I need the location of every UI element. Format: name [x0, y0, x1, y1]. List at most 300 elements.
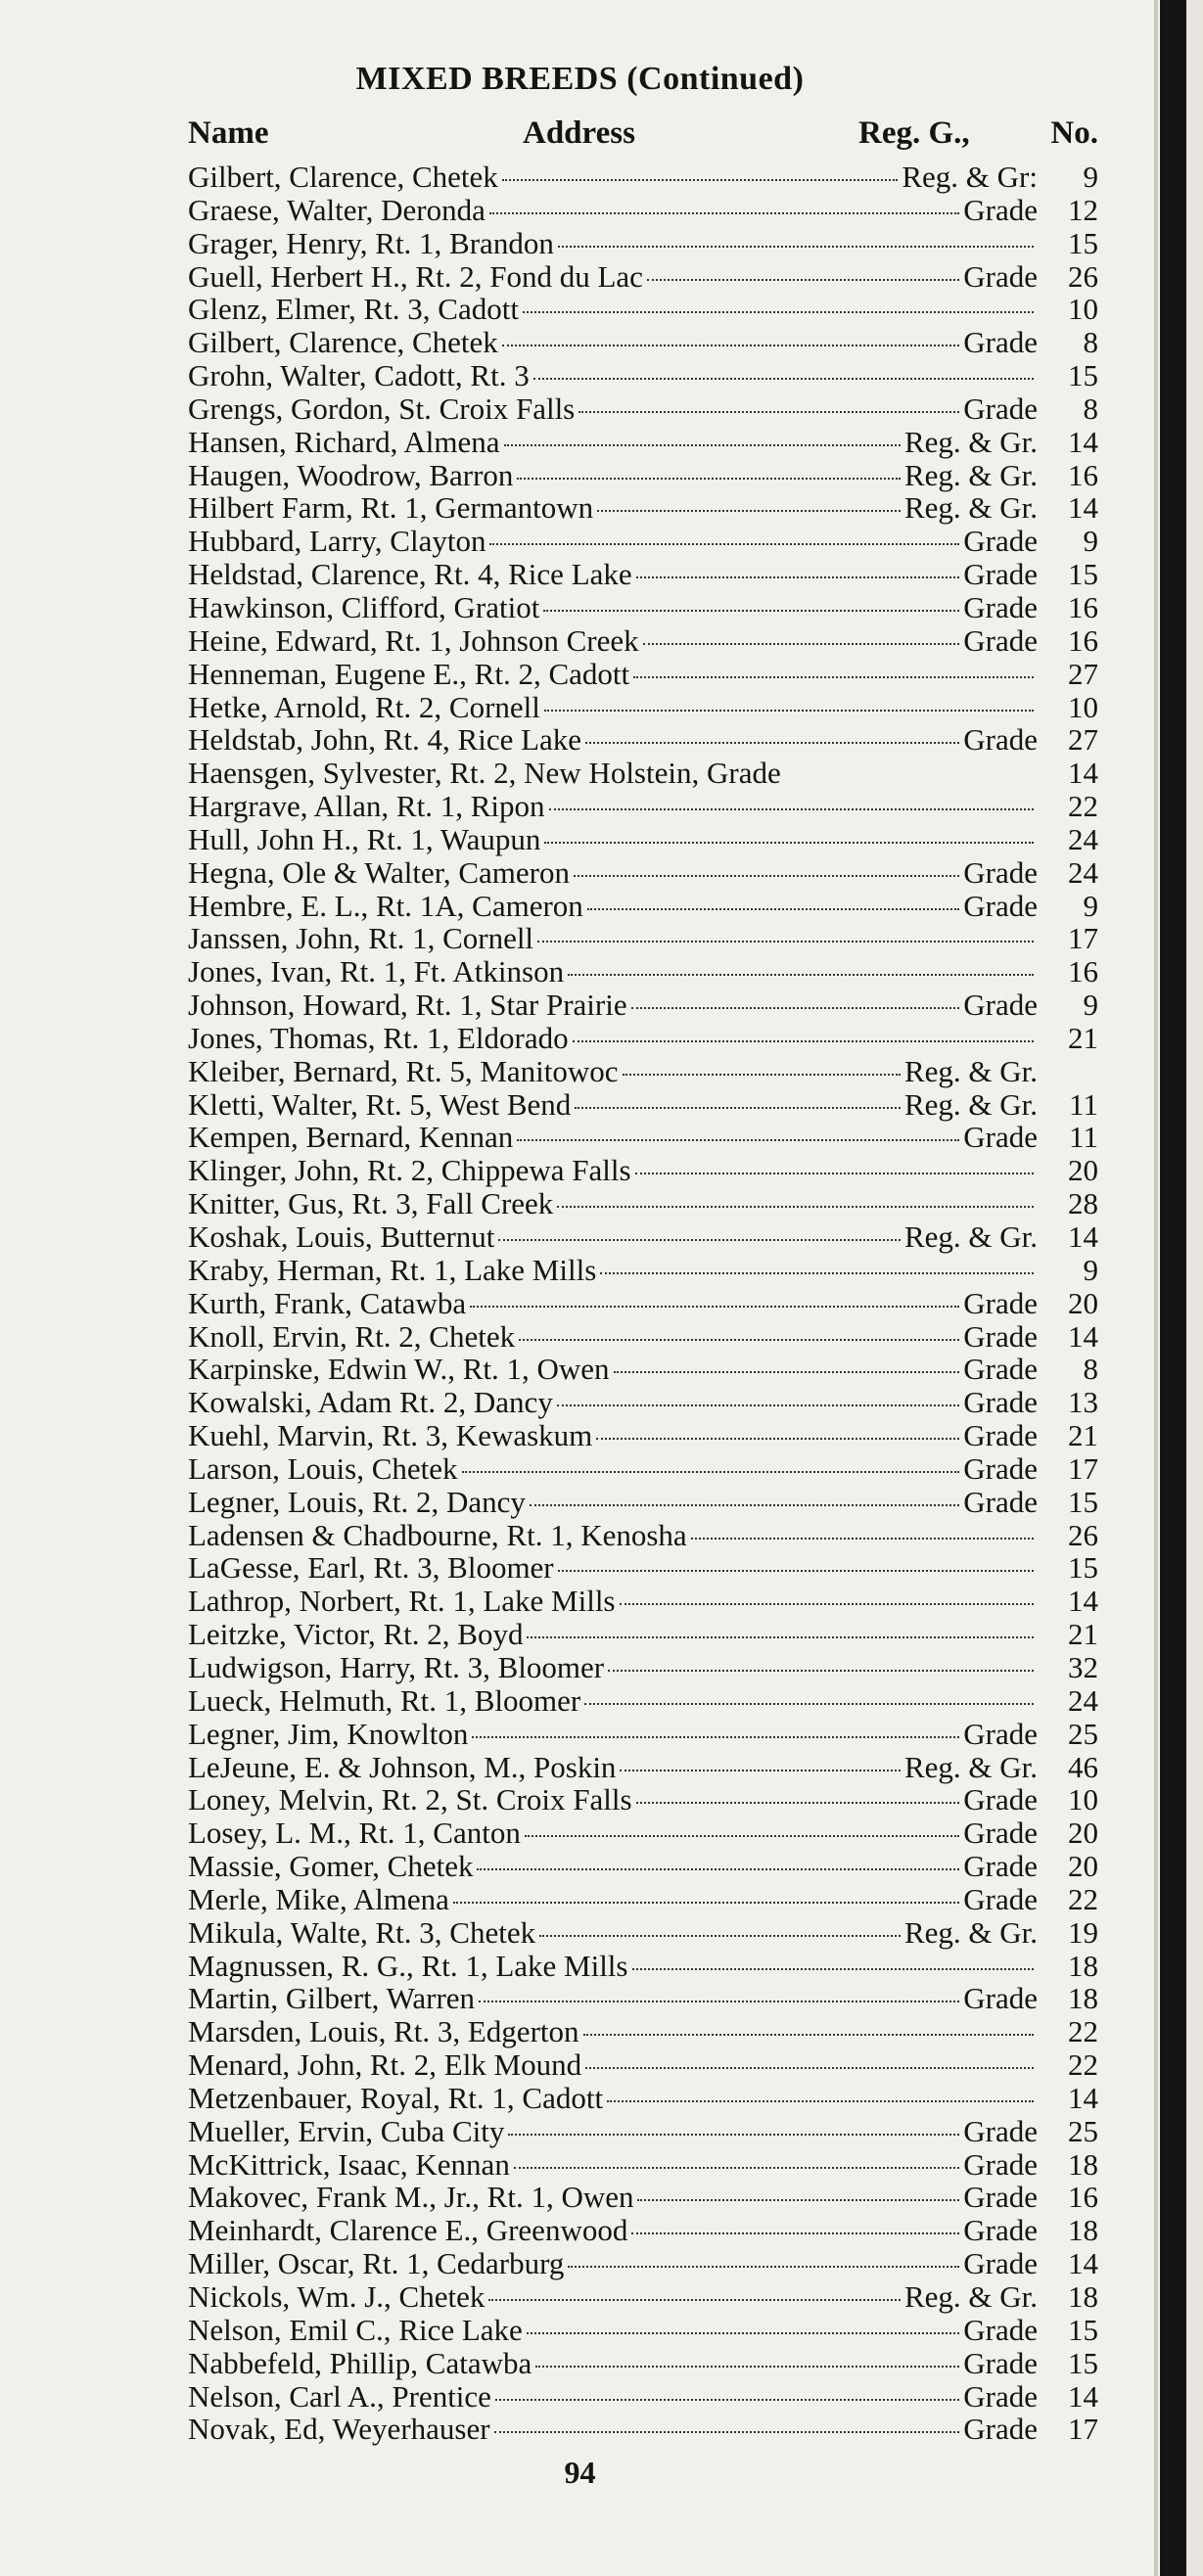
list-item	[188, 1850, 1098, 1883]
entry-number: 20	[1068, 1816, 1098, 1851]
dot-leader	[462, 1471, 960, 1473]
list-item	[188, 525, 1098, 558]
dot-leader	[502, 179, 899, 181]
entry-number: 16	[1068, 2180, 1098, 2215]
entry-reg-grade: Reg. & Gr.	[903, 1086, 1038, 1122]
entry-reg-grade: Grade	[963, 192, 1038, 227]
entry-number: 14	[1068, 1318, 1098, 1354]
entry-reg-grade: Grade	[963, 1981, 1038, 2016]
page-edge-shadow	[1160, 0, 1186, 2576]
entry-number: 18	[1068, 1981, 1098, 2016]
dot-leader	[517, 478, 901, 480]
entry-reg-grade: Grade	[963, 2146, 1038, 2182]
entry-reg-grade: Grade	[963, 325, 1038, 360]
entry-reg-grade: Grade	[963, 258, 1038, 294]
entry-name-address: Makovec, Frank M., Jr., Rt. 1, Owen	[188, 2180, 634, 2215]
dot-leader	[614, 1371, 960, 1373]
list-item	[188, 2181, 1098, 2214]
list-item	[188, 326, 1098, 359]
entry-reg-grade: Grade	[963, 2378, 1038, 2414]
list-item	[188, 624, 1098, 658]
dot-leader	[631, 1007, 960, 1009]
entry-reg-grade: Grade	[963, 2213, 1038, 2248]
list-item	[188, 890, 1098, 923]
entry-number: 16	[1068, 457, 1098, 492]
list-item	[188, 1022, 1098, 1055]
entry-name-address: Grohn, Walter, Cadott, Rt. 3	[188, 358, 530, 393]
dot-leader	[573, 1040, 1034, 1042]
entry-name-address: Kurth, Frank, Catawba	[188, 1285, 467, 1320]
entry-reg-grade: Grade	[963, 854, 1038, 890]
entry-number: 15	[1068, 557, 1098, 592]
page-edge-line	[1154, 0, 1158, 2576]
list-item	[188, 1950, 1098, 1983]
list-item	[188, 1651, 1098, 1684]
entry-name-address: Novak, Ed, Weyerhauser	[188, 2412, 490, 2447]
list-item	[188, 426, 1098, 459]
entry-number: 14	[1068, 1219, 1098, 1254]
list-item	[188, 1751, 1098, 1784]
entry-name-address: Martin, Gilbert, Warren	[188, 1981, 476, 2016]
entry-name-address: Hegna, Ole & Walter, Cameron	[188, 854, 570, 890]
entry-number: 9	[1083, 988, 1098, 1023]
dot-leader	[633, 676, 1034, 678]
entry-name-address: Meinhardt, Clarence E., Greenwood	[188, 2213, 628, 2248]
dot-leader	[558, 1570, 1034, 1572]
entry-number: 14	[1068, 490, 1098, 526]
entry-name-address: Hull, John H., Rt. 1, Waupun	[188, 821, 541, 856]
entry-name-address: Hubbard, Larry, Clayton	[188, 524, 486, 559]
dot-leader	[508, 2134, 959, 2136]
entry-number: 15	[1068, 358, 1098, 393]
dot-leader	[568, 974, 1034, 976]
dot-leader	[600, 1272, 1034, 1274]
page-title: MIXED BREEDS (Continued)	[355, 61, 805, 97]
entry-name-address: Grengs, Gordon, St. Croix Falls	[188, 391, 576, 426]
dot-leader	[477, 1868, 959, 1870]
entry-reg-grade: Grade	[963, 1318, 1038, 1354]
dot-leader	[539, 1935, 901, 1937]
entry-name-address: Mueller, Ervin, Cuba City	[188, 2113, 505, 2148]
list-item	[188, 1916, 1098, 1950]
list-item	[188, 227, 1098, 260]
list-item	[188, 1883, 1098, 1916]
dot-leader	[530, 1504, 959, 1506]
dot-leader	[537, 941, 1034, 943]
entry-number: 16	[1068, 954, 1098, 989]
entry-number: 14	[1068, 1584, 1098, 1619]
list-item	[188, 1353, 1098, 1386]
list-item	[188, 856, 1098, 890]
entry-name-address: Massie, Gomer, Chetek	[188, 1849, 474, 1884]
entry-number: 11	[1069, 1086, 1098, 1122]
entry-name-address: Lathrop, Norbert, Rt. 1, Lake Mills	[188, 1584, 616, 1619]
dot-leader	[636, 1802, 960, 1804]
entry-number: 16	[1068, 589, 1098, 624]
entry-reg-grade: Reg. & Gr.	[903, 1749, 1038, 1784]
list-item	[188, 1154, 1098, 1187]
entry-name-address: Gilbert, Clarence, Chetek	[188, 325, 498, 360]
entry-number: 25	[1068, 2113, 1098, 2148]
list-item	[188, 658, 1098, 691]
entry-name-address: Nabbefeld, Phillip, Catawba	[188, 2345, 532, 2380]
list-item	[188, 558, 1098, 591]
list-item	[188, 2413, 1098, 2446]
entry-number: 8	[1083, 391, 1098, 426]
list-item	[188, 194, 1098, 227]
list-item	[188, 260, 1098, 294]
list-item	[188, 591, 1098, 624]
dot-leader	[533, 378, 1034, 380]
dot-leader	[578, 411, 959, 413]
entry-number: 32	[1068, 1649, 1098, 1684]
entry-reg-grade: Grade	[963, 988, 1038, 1023]
entry-name-address: Legner, Jim, Knowlton	[188, 1716, 469, 1751]
entry-number: 20	[1068, 1285, 1098, 1320]
list-item	[188, 1551, 1098, 1585]
dot-leader	[585, 2067, 1034, 2069]
entry-name-address: Jones, Thomas, Rt. 1, Eldorado	[188, 1020, 569, 1055]
list-item	[188, 1386, 1098, 1419]
entry-name-address: Karpinske, Edwin W., Rt. 1, Owen	[188, 1352, 610, 1387]
entry-number: 15	[1068, 1484, 1098, 1519]
entry-number: 21	[1068, 1418, 1098, 1453]
entry-reg-grade: Reg. & Gr.	[903, 1219, 1038, 1254]
entry-number: 46	[1068, 1749, 1098, 1784]
entry-number: 21	[1068, 1020, 1098, 1055]
entry-name-address: Klinger, John, Rt. 2, Chippewa Falls	[188, 1153, 631, 1188]
list-item	[188, 1817, 1098, 1850]
entry-name-address: LeJeune, E. & Johnson, M., Poskin	[188, 1749, 617, 1784]
list-item	[188, 359, 1098, 392]
dot-leader	[489, 212, 959, 214]
list-item	[188, 2247, 1098, 2280]
entry-name-address: Knitter, Gus, Rt. 3, Fall Creek	[188, 1186, 554, 1221]
list-item	[188, 392, 1098, 426]
dot-leader	[544, 842, 1034, 844]
entry-name-address: Lueck, Helmuth, Rt. 1, Bloomer	[188, 1682, 581, 1718]
dot-leader	[631, 2232, 959, 2234]
dot-leader	[517, 1139, 959, 1141]
entry-number: 15	[1068, 2312, 1098, 2347]
entry-number: 15	[1068, 225, 1098, 260]
list-item	[188, 2148, 1098, 2182]
entry-number: 9	[1083, 888, 1098, 923]
entry-number: 22	[1068, 2047, 1098, 2083]
column-header	[188, 115, 1098, 157]
entry-number: 9	[1083, 160, 1098, 194]
entry-name-address: Nelson, Emil C., Rice Lake	[188, 2312, 523, 2347]
entry-name-address: Knoll, Ervin, Rt. 2, Chetek	[188, 1318, 516, 1354]
dot-leader	[620, 1770, 901, 1771]
list-item	[188, 1419, 1098, 1452]
entry-number: 24	[1068, 1682, 1098, 1718]
entry-name-address: Kempen, Bernard, Kennan	[188, 1120, 514, 1155]
dot-leader	[632, 1968, 1035, 1970]
entry-name-address: Grager, Henry, Rt. 1, Brandon	[188, 225, 554, 260]
entry-name-address: Heldstad, Clarence, Rt. 4, Rice Lake	[188, 557, 632, 592]
dot-leader	[568, 2266, 959, 2268]
list-item	[188, 1783, 1098, 1817]
entry-reg-grade: Grade	[963, 524, 1038, 559]
dot-leader	[525, 1835, 959, 1837]
entry-name-address: Johnson, Howard, Rt. 1, Star Prairie	[188, 988, 627, 1023]
entry-reg-grade: Reg. & Gr.	[903, 2279, 1038, 2314]
list-item	[188, 2048, 1098, 2082]
entry-number: 22	[1068, 789, 1098, 824]
entry-number: 18	[1068, 2213, 1098, 2248]
entry-reg-grade: Reg. & Gr.	[903, 457, 1038, 492]
entry-number: 14	[1068, 2246, 1098, 2281]
dot-leader	[607, 2100, 1034, 2102]
entry-name-address: Losey, L. M., Rt. 1, Canton	[188, 1816, 521, 1851]
list-item	[188, 1585, 1098, 1618]
entry-name-address: Kraby, Herman, Rt. 1, Lake Mills	[188, 1252, 597, 1287]
list-item	[188, 1452, 1098, 1486]
list-item	[188, 723, 1098, 757]
list-item	[188, 757, 1098, 790]
entry-name-address: Guell, Herbert H., Rt. 2, Fond du Lac	[188, 258, 643, 294]
dot-leader	[557, 1206, 1034, 1208]
dot-leader	[523, 311, 1034, 313]
entry-name-address: Graese, Walter, Deronda	[188, 192, 486, 227]
dot-leader	[527, 2332, 959, 2334]
list-item	[188, 1187, 1098, 1220]
entry-reg-grade: Grade	[963, 2113, 1038, 2148]
entry-name-address: Ladensen & Chadbourne, Rt. 1, Kenosha	[188, 1517, 687, 1552]
entry-number: 28	[1068, 1186, 1098, 1221]
entry-reg-grade: Grade	[963, 2246, 1038, 2281]
entry-number: 22	[1068, 2014, 1098, 2049]
entry-name-address: Hargrave, Allan, Rt. 1, Ripon	[188, 789, 545, 824]
dot-leader	[647, 279, 959, 281]
entry-name-address: Kletti, Walter, Rt. 5, West Bend	[188, 1086, 572, 1122]
dot-leader	[504, 444, 901, 446]
list-item	[188, 955, 1098, 989]
entry-number: 17	[1068, 2412, 1098, 2447]
entry-number: 10	[1068, 292, 1098, 327]
entry-name-address: Nickols, Wm. J., Chetek	[188, 2279, 486, 2314]
dot-leader	[502, 345, 959, 346]
entry-reg-grade: Grade	[963, 1782, 1038, 1817]
list-item	[188, 161, 1098, 194]
entry-name-address: Hembre, E. L., Rt. 1A, Cameron	[188, 888, 583, 923]
entry-reg-grade: Grade	[963, 2180, 1038, 2215]
entry-reg-grade: Grade	[963, 391, 1038, 426]
entry-name-address: Ludwigson, Harry, Rt. 3, Bloomer	[188, 1649, 605, 1684]
entry-reg-grade: Grade	[963, 1716, 1038, 1751]
list-item	[188, 1121, 1098, 1154]
entry-name-address: Hetke, Arnold, Rt. 2, Cornell	[188, 689, 540, 724]
entry-reg-grade: Reg. & Gr:	[902, 160, 1038, 194]
entry-reg-grade: Grade	[963, 1881, 1038, 1916]
entry-name-address: Merle, Mike, Almena	[188, 1881, 449, 1916]
entry-reg-grade: Grade	[963, 2312, 1038, 2347]
list-item	[188, 2082, 1098, 2115]
dot-leader	[596, 1438, 959, 1440]
list-item	[188, 2380, 1098, 2414]
entry-reg-grade: Grade	[963, 722, 1038, 758]
entry-reg-grade: Grade	[963, 589, 1038, 624]
entry-number: 12	[1068, 192, 1098, 227]
list-item	[188, 1220, 1098, 1254]
entry-name-address: McKittrick, Isaac, Kennan	[188, 2146, 510, 2182]
entry-number: 14	[1068, 424, 1098, 459]
entry-name-address: Nelson, Carl A., Prentice	[188, 2378, 491, 2414]
list-item	[188, 2280, 1098, 2314]
entry-reg-grade: Grade	[963, 557, 1038, 592]
entry-number: 25	[1068, 1716, 1098, 1751]
entry-number: 14	[1068, 2378, 1098, 2414]
list-item	[188, 1088, 1098, 1122]
entry-reg-grade: Grade	[963, 1849, 1038, 1884]
entry-name-address: Leitzke, Victor, Rt. 2, Boyd	[188, 1617, 524, 1652]
entry-number: 10	[1068, 1782, 1098, 1817]
entry-number: 9	[1083, 524, 1098, 559]
list-item	[188, 459, 1098, 492]
list-item	[188, 989, 1098, 1022]
entry-name-address: Legner, Louis, Rt. 2, Dancy	[188, 1484, 526, 1519]
dot-leader	[453, 1902, 959, 1904]
dot-leader	[495, 2399, 959, 2401]
entry-reg-grade: Grade	[963, 1285, 1038, 1320]
list-item	[188, 1287, 1098, 1320]
entry-name-address: Heine, Edward, Rt. 1, Johnson Creek	[188, 622, 639, 658]
entry-name-address: Glenz, Elmer, Rt. 3, Cadott	[188, 292, 519, 327]
dot-leader	[584, 1703, 1034, 1705]
entry-reg-grade: Grade	[963, 2412, 1038, 2447]
entry-reg-grade: Grade	[963, 1352, 1038, 1387]
entry-reg-grade: Grade	[963, 622, 1038, 658]
dot-leader	[489, 543, 959, 545]
entry-reg-grade: Grade	[963, 1484, 1038, 1519]
entry-reg-grade: Reg. & Gr.	[903, 1914, 1038, 1950]
entry-reg-grade: Grade	[963, 1418, 1038, 1453]
entry-name-address: Loney, Melvin, Rt. 2, St. Croix Falls	[188, 1782, 632, 1817]
list-item	[188, 1718, 1098, 1751]
entry-number: 19	[1068, 1914, 1098, 1950]
list-item	[188, 1055, 1098, 1088]
entry-reg-grade: Reg. & Gr.	[903, 490, 1038, 526]
entry-name-address: Miller, Oscar, Rt. 1, Cedarburg	[188, 2246, 565, 2281]
entry-name-address: Heldstab, John, Rt. 4, Rice Lake	[188, 722, 582, 758]
entry-number: 20	[1068, 1849, 1098, 1884]
list-item	[188, 691, 1098, 724]
dot-leader	[574, 875, 959, 877]
list-item	[188, 1982, 1098, 2015]
list-item	[188, 491, 1098, 525]
dot-leader	[623, 1074, 901, 1076]
entry-number: 18	[1068, 2279, 1098, 2314]
entry-name-address: Hawkinson, Clifford, Gratiot	[188, 589, 540, 624]
entry-number: 24	[1068, 854, 1098, 890]
page-number: 94	[564, 2455, 596, 2490]
entry-number: 26	[1068, 1517, 1098, 1552]
entry-number: 15	[1068, 2345, 1098, 2380]
dot-leader	[519, 1339, 959, 1341]
entry-number: 15	[1068, 1550, 1098, 1586]
entry-name-address: Koshak, Louis, Butternut	[188, 1219, 495, 1254]
entry-number: 9	[1083, 1252, 1098, 1287]
entry-number: 14	[1068, 756, 1098, 791]
dot-leader	[575, 1107, 901, 1109]
entry-number: 18	[1068, 2146, 1098, 2182]
list-item	[188, 922, 1098, 955]
entry-number: 27	[1068, 656, 1098, 691]
dot-leader	[583, 2034, 1034, 2036]
dot-leader	[597, 510, 901, 512]
dot-leader	[558, 246, 1034, 248]
dot-leader	[527, 1636, 1034, 1638]
dot-leader	[636, 576, 960, 578]
list-item	[188, 2214, 1098, 2247]
list-item	[188, 2115, 1098, 2148]
entry-reg-grade: Grade	[963, 1450, 1038, 1486]
list-item	[188, 1684, 1098, 1718]
entry-reg-grade: Grade	[963, 1816, 1038, 1851]
entry-number: 16	[1068, 622, 1098, 658]
list-item	[188, 823, 1098, 856]
dot-leader	[472, 1736, 959, 1738]
entry-name-address: Menard, John, Rt. 2, Elk Mound	[188, 2047, 582, 2083]
entry-name-address: Mikula, Walte, Rt. 3, Chetek	[188, 1914, 536, 1950]
entry-name-address: Haugen, Woodrow, Barron	[188, 457, 514, 492]
dot-leader	[488, 2299, 901, 2301]
dot-leader	[535, 2366, 959, 2368]
dot-leader	[470, 1306, 959, 1308]
dot-leader	[585, 742, 959, 744]
entry-number: 8	[1083, 325, 1098, 360]
entry-name-address: LaGesse, Earl, Rt. 3, Bloomer	[188, 1550, 554, 1586]
list-item	[188, 2314, 1098, 2347]
entry-number: 18	[1068, 1948, 1098, 1983]
entry-number: 8	[1083, 1352, 1098, 1387]
entry-number: 20	[1068, 1153, 1098, 1188]
dot-leader	[587, 908, 959, 910]
entry-name-address: Marsden, Louis, Rt. 3, Edgerton	[188, 2014, 579, 2049]
entry-number: 27	[1068, 722, 1098, 758]
entry-reg-grade: Grade	[963, 1385, 1038, 1420]
entry-name-address: Haensgen, Sylvester, Rt. 2, New Holstein, Grade	[188, 756, 781, 791]
entry-reg-grade: Reg. & Gr.	[903, 1053, 1038, 1088]
column-header-address: Address	[523, 115, 635, 151]
entry-number: 17	[1068, 1450, 1098, 1486]
entry-number: 11	[1069, 1120, 1098, 1155]
entry-name-address: Hilbert Farm, Rt. 1, Germantown	[188, 490, 594, 526]
entry-number: 17	[1068, 921, 1098, 956]
dot-leader	[691, 1538, 1034, 1540]
entry-number: 10	[1068, 689, 1098, 724]
entry-name-address: Janssen, John, Rt. 1, Cornell	[188, 921, 534, 956]
entry-name-address: Kuehl, Marvin, Rt. 3, Kewaskum	[188, 1418, 593, 1453]
list-item	[188, 293, 1098, 326]
entry-name-address: Kowalski, Adam Rt. 2, Dancy	[188, 1385, 553, 1420]
entry-name-address: Kleiber, Bernard, Rt. 5, Manitowoc	[188, 1053, 619, 1088]
entry-name-address: Magnussen, R. G., Rt. 1, Lake Mills	[188, 1948, 628, 1983]
list-item	[188, 2347, 1098, 2380]
dot-leader	[637, 2199, 959, 2201]
entry-name-address: Gilbert, Clarence, Chetek	[188, 160, 498, 194]
dot-leader	[479, 2001, 959, 2002]
dot-leader	[498, 1239, 901, 1241]
entry-name-address: Larson, Louis, Chetek	[188, 1450, 458, 1486]
entry-reg-grade: Grade	[963, 1120, 1038, 1155]
entry-name-address: Hansen, Richard, Almena	[188, 424, 500, 459]
entry-number: 22	[1068, 1881, 1098, 1916]
dot-leader	[557, 1404, 959, 1406]
column-header-number: No.	[1050, 115, 1098, 151]
entry-number: 26	[1068, 258, 1098, 294]
